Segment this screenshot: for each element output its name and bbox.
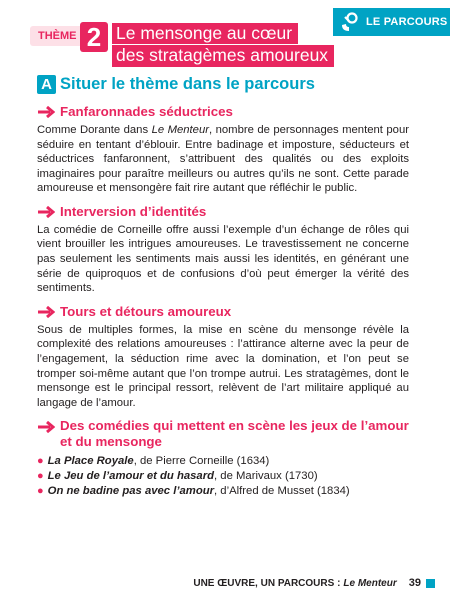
subsection-text: La comédie de Corneille offre aussi l’exemple d’un échange de rôles qui vient brouiller les intrigues amoureuses. Le travestissement ne concerne pas seulement les sentiments mais aussi les identités, en générant une série de quiproquos et de confusions d’où peut émerger la vérité des sentiments. [37, 223, 409, 295]
section-content [37, 104, 409, 499]
work-title: Le Menteur [151, 123, 210, 136]
work-title: Le Jeu de l’amour et du hasard [47, 470, 215, 483]
subsection-title: Fanfaronnades séductrices [60, 104, 233, 119]
list-item [37, 484, 409, 499]
work-title: La Place Royale [47, 455, 134, 468]
subsection-heading-3 [37, 304, 409, 320]
works-list [37, 454, 409, 499]
subsection-text: Sous de multiples formes, la mise en scène du mensonge révèle la complexité des relations amoureuses : l’attirance alterne avec la peur de l’engagement, la séduction rime avec la domination, et l’on peut se tromper soi-même autant que l’on trompe autrui. Les stratagèmes, dont le mensonge est le principal ressort, relèvent de l’art militaire appliqué au langage de l’amour. [37, 323, 409, 409]
parcours-label: LE PARCOURS [366, 16, 448, 28]
list-item-text [48, 469, 318, 484]
work-detail: , de Marivaux (1730) [214, 470, 318, 483]
subsection-title: Interversion d’identités [60, 203, 207, 219]
text-run: , nombre de personnages mentent pour séduire en tentant d’éblouir. Entre badinage et imposture, séducteurs et séductrices fanfaronnent, s’attribuent des qualités ou des exploits imaginaires pour paraître meilleurs ou autres qu’ils ne sont. Cette parade amoureuse et mensongère fait rire autant que réfléchir le public. [37, 123, 409, 195]
work-title: On ne badine pas avec l’amour [47, 485, 215, 498]
theme-title-line-1: Le mensonge au cœur [112, 23, 298, 44]
subsection-title: Des comédies qui mettent en scène les jeux de l’amour et du mensonge [60, 418, 409, 450]
section-letter: A [37, 75, 56, 94]
bullet-icon: ● [37, 455, 44, 468]
page-number: 39 [408, 577, 421, 589]
arrow-right-icon [37, 421, 55, 433]
work-detail: , de Pierre Corneille (1634) [133, 455, 270, 468]
bullet-icon: ● [37, 470, 44, 483]
theme-label [30, 26, 83, 46]
footer-work-title: Le Menteur [343, 577, 397, 589]
theme-title [112, 23, 372, 68]
subsection-text [37, 123, 409, 196]
theme-number: 2 [80, 22, 108, 52]
list-item-text [48, 484, 350, 499]
work-detail: , d’Alfred de Musset (1834) [214, 485, 350, 498]
bullet-icon: ● [37, 485, 44, 498]
arrow-right-icon [37, 306, 55, 318]
section-heading [37, 75, 315, 94]
list-item [37, 469, 409, 484]
arrow-right-icon [37, 106, 55, 118]
square-marker-icon [426, 579, 435, 588]
subsection-heading-2 [37, 204, 409, 220]
list-item-text [48, 454, 270, 469]
text-run: Comme Dorante dans [37, 123, 152, 136]
theme-label-text: THÈME [38, 30, 77, 42]
arrow-right-icon [37, 206, 55, 218]
subsection-heading-1 [37, 104, 409, 120]
subsection-title: Tours et détours amoureux [60, 303, 232, 319]
page-footer [193, 577, 435, 589]
subsection-heading-4 [37, 418, 409, 450]
list-item [37, 454, 409, 469]
section-title: Situer le thème dans le parcours [60, 75, 315, 93]
theme-title-line-2: des stratagèmes amoureux [112, 45, 334, 66]
footer-text: UNE ŒUVRE, UN PARCOURS : [193, 577, 341, 589]
